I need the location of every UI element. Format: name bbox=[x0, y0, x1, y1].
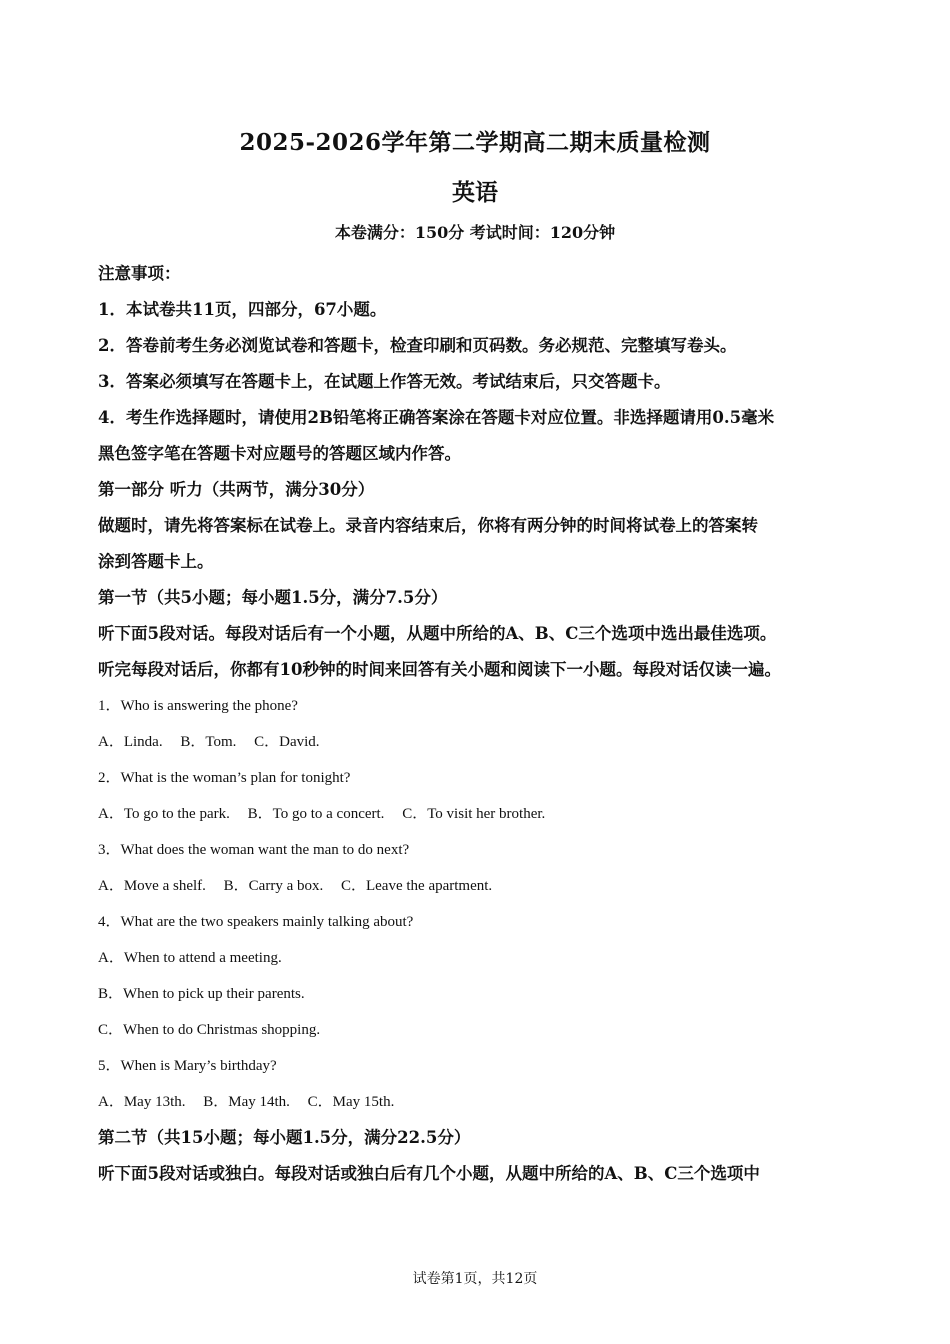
question-1: 1．Who is answering the phone? bbox=[98, 698, 298, 714]
option-c: C．To visit her brother. bbox=[402, 806, 546, 822]
notice-item: 1．本试卷共11页，四部分，67小题。 bbox=[98, 300, 387, 319]
question-3: 3．What does the woman want the man to do next? bbox=[98, 842, 410, 858]
notice-item: 2．答卷前考生务必浏览试卷和答题卡，检查印刷和页码数。务必规范、完整填写卷头。 bbox=[98, 336, 737, 355]
part1-heading: 第一部分 听力（共两节，满分30分） bbox=[98, 480, 375, 499]
question-5: 5．When is Mary’s birthday? bbox=[98, 1058, 277, 1074]
part1-intro: 涂到答题卡上。 bbox=[98, 552, 214, 571]
notice-item: 4．考生作选择题时，请使用2B铅笔将正确答案涂在答题卡对应位置。非选择题请用0.5毫米 bbox=[98, 408, 775, 427]
option-b: B．Tom. bbox=[180, 734, 237, 750]
option-b: B．Carry a box. bbox=[223, 878, 324, 894]
question-2: 2．What is the woman’s plan for tonight? bbox=[98, 770, 351, 786]
option-b: B．May 14th. bbox=[203, 1094, 290, 1110]
section1-instructions: 听完每段对话后，你都有10秒钟的时间来回答有关小题和阅读下一小题。每段对话仅读一遍。 bbox=[98, 660, 781, 679]
question-3-options bbox=[98, 868, 858, 904]
option-b: B．When to pick up their parents. bbox=[98, 986, 305, 1002]
exam-meta: 本卷满分：150分 考试时间：120分钟 bbox=[334, 223, 616, 242]
page-footer: 试卷第1页，共12页 bbox=[412, 1271, 538, 1287]
notice-item: 黑色签字笔在答题卡对应题号的答题区域内作答。 bbox=[98, 444, 461, 463]
exam-title: 2025-2026学年第二学期高二期末质量检测 bbox=[239, 129, 711, 156]
option-a: A．May 13th. bbox=[98, 1094, 186, 1110]
option-a: A．When to attend a meeting. bbox=[98, 950, 282, 966]
option-a: A．Move a shelf. bbox=[98, 878, 206, 894]
question-1-options bbox=[98, 724, 858, 760]
notice-item: 3．答案必须填写在答题卡上，在试题上作答无效。考试结束后，只交答题卡。 bbox=[98, 372, 671, 391]
option-a: A．To go to the park. bbox=[98, 806, 230, 822]
section1-instructions: 听下面5段对话。每段对话后有一个小题，从题中所给的A、B、C三个选项中选出最佳选项。 bbox=[98, 624, 777, 643]
exam-subject: 英语 bbox=[452, 179, 498, 206]
question-4: 4．What are the two speakers mainly talking about? bbox=[98, 914, 414, 930]
section1-heading: 第一节（共5小题；每小题1.5分，满分7.5分） bbox=[98, 588, 448, 607]
option-c: C．May 15th. bbox=[307, 1094, 395, 1110]
option-c: C．When to do Christmas shopping. bbox=[98, 1022, 321, 1038]
option-b: B．To go to a concert. bbox=[247, 806, 385, 822]
notice-heading: 注意事项： bbox=[98, 264, 181, 283]
option-c: C．Leave the apartment. bbox=[340, 878, 493, 894]
question-2-options bbox=[98, 796, 858, 832]
part1-intro: 做题时，请先将答案标在试卷上。录音内容结束后，你将有两分钟的时间将试卷上的答案转 bbox=[98, 516, 758, 535]
section2-instructions: 听下面5段对话或独白。每段对话或独白后有几个小题，从题中所给的A、B、C三个选项中 bbox=[98, 1164, 760, 1183]
exam-content bbox=[98, 256, 858, 1192]
section2-heading: 第二节（共15小题；每小题1.5分，满分22.5分） bbox=[98, 1128, 471, 1147]
option-c: C．David. bbox=[254, 734, 320, 750]
question-5-options bbox=[98, 1084, 858, 1120]
option-a: A．Linda. bbox=[98, 734, 163, 750]
